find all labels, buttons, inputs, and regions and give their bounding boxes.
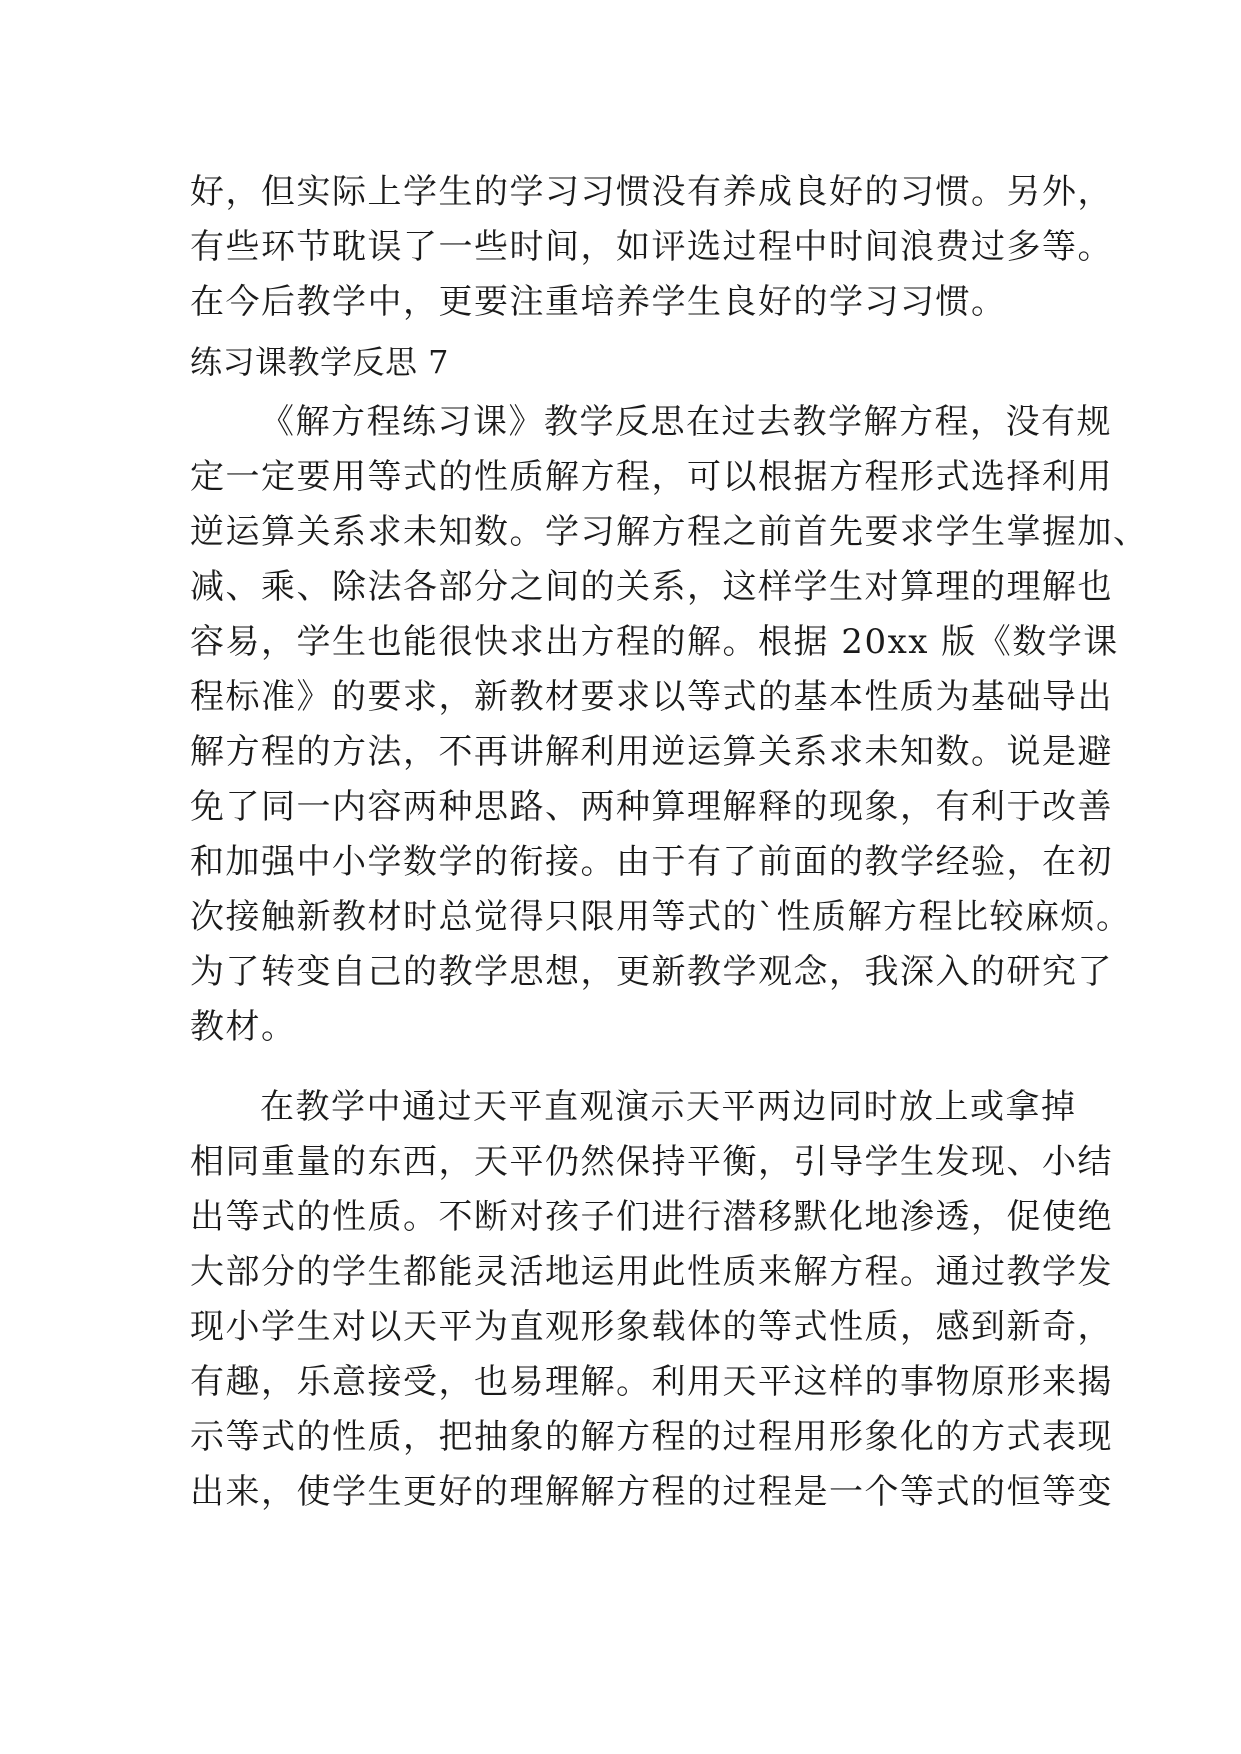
text-line: 有些环节耽误了一些时间，如评选过程中时间浪费过多等。 [190, 227, 1113, 267]
text-line: 免了同一内容两种思路、两种算理解释的现象，有利于改善 [190, 787, 1113, 827]
text-line: 在教学中通过天平直观演示天平两边同时放上或拿掉 [260, 1087, 1077, 1127]
paragraph-1 [190, 395, 1149, 1055]
text-line: 《解方程练习课》教学反思在过去教学解方程，没有规 [260, 402, 1112, 442]
text-line: 示等式的性质，把抽象的解方程的过程用形象化的方式表现 [190, 1417, 1113, 1457]
text-line: 逆运算关系求未知数。学习解方程之前首先要求学生掌握加、 [190, 512, 1149, 552]
text-line: 为了转变自己的教学思想，更新教学观念，我深入的研究了 [190, 952, 1113, 992]
section-heading-block [190, 335, 1060, 390]
text-line: 出来，使学生更好的理解解方程的过程是一个等式的恒等变 [190, 1472, 1113, 1512]
text-line: 次接触新教材时总觉得只限用等式的`性质解方程比较麻烦。 [190, 897, 1132, 937]
text-line: 容易，学生也能很快求出方程的解。根据 20xx 版《数学课 [190, 622, 1119, 662]
text-line: 出等式的性质。不断对孩子们进行潜移默化地渗透，促使绝 [190, 1197, 1113, 1237]
text-line: 减、乘、除法各部分之间的关系，这样学生对算理的理解也 [190, 567, 1113, 607]
text-line: 大部分的学生都能灵活地运用此性质来解方程。通过教学发 [190, 1252, 1113, 1292]
text-line: 在今后教学中，更要注重培养学生良好的学习习惯。 [190, 282, 1007, 322]
text-line: 定一定要用等式的性质解方程，可以根据方程形式选择利用 [190, 457, 1113, 497]
paragraph-2 [190, 1080, 1113, 1520]
text-line: 好，但实际上学生的学习习惯没有养成良好的习惯。另外， [190, 172, 1113, 212]
section-heading: 练习课教学反思 7 [190, 343, 450, 381]
continuation-paragraph [190, 165, 1113, 330]
text-line: 现小学生对以天平为直观形象载体的等式性质，感到新奇， [190, 1307, 1113, 1347]
text-line: 相同重量的东西，天平仍然保持平衡，引导学生发现、小结 [190, 1142, 1113, 1182]
text-line: 有趣，乐意接受，也易理解。利用天平这样的事物原形来揭 [190, 1362, 1113, 1402]
text-line: 和加强中小学数学的衔接。由于有了前面的教学经验，在初 [190, 842, 1113, 882]
text-line: 教材。 [190, 1007, 297, 1047]
text-line: 解方程的方法，不再讲解利用逆运算关系求未知数。说是避 [190, 732, 1113, 772]
text-line: 程标准》的要求，新教材要求以等式的基本性质为基础导出 [190, 677, 1113, 717]
